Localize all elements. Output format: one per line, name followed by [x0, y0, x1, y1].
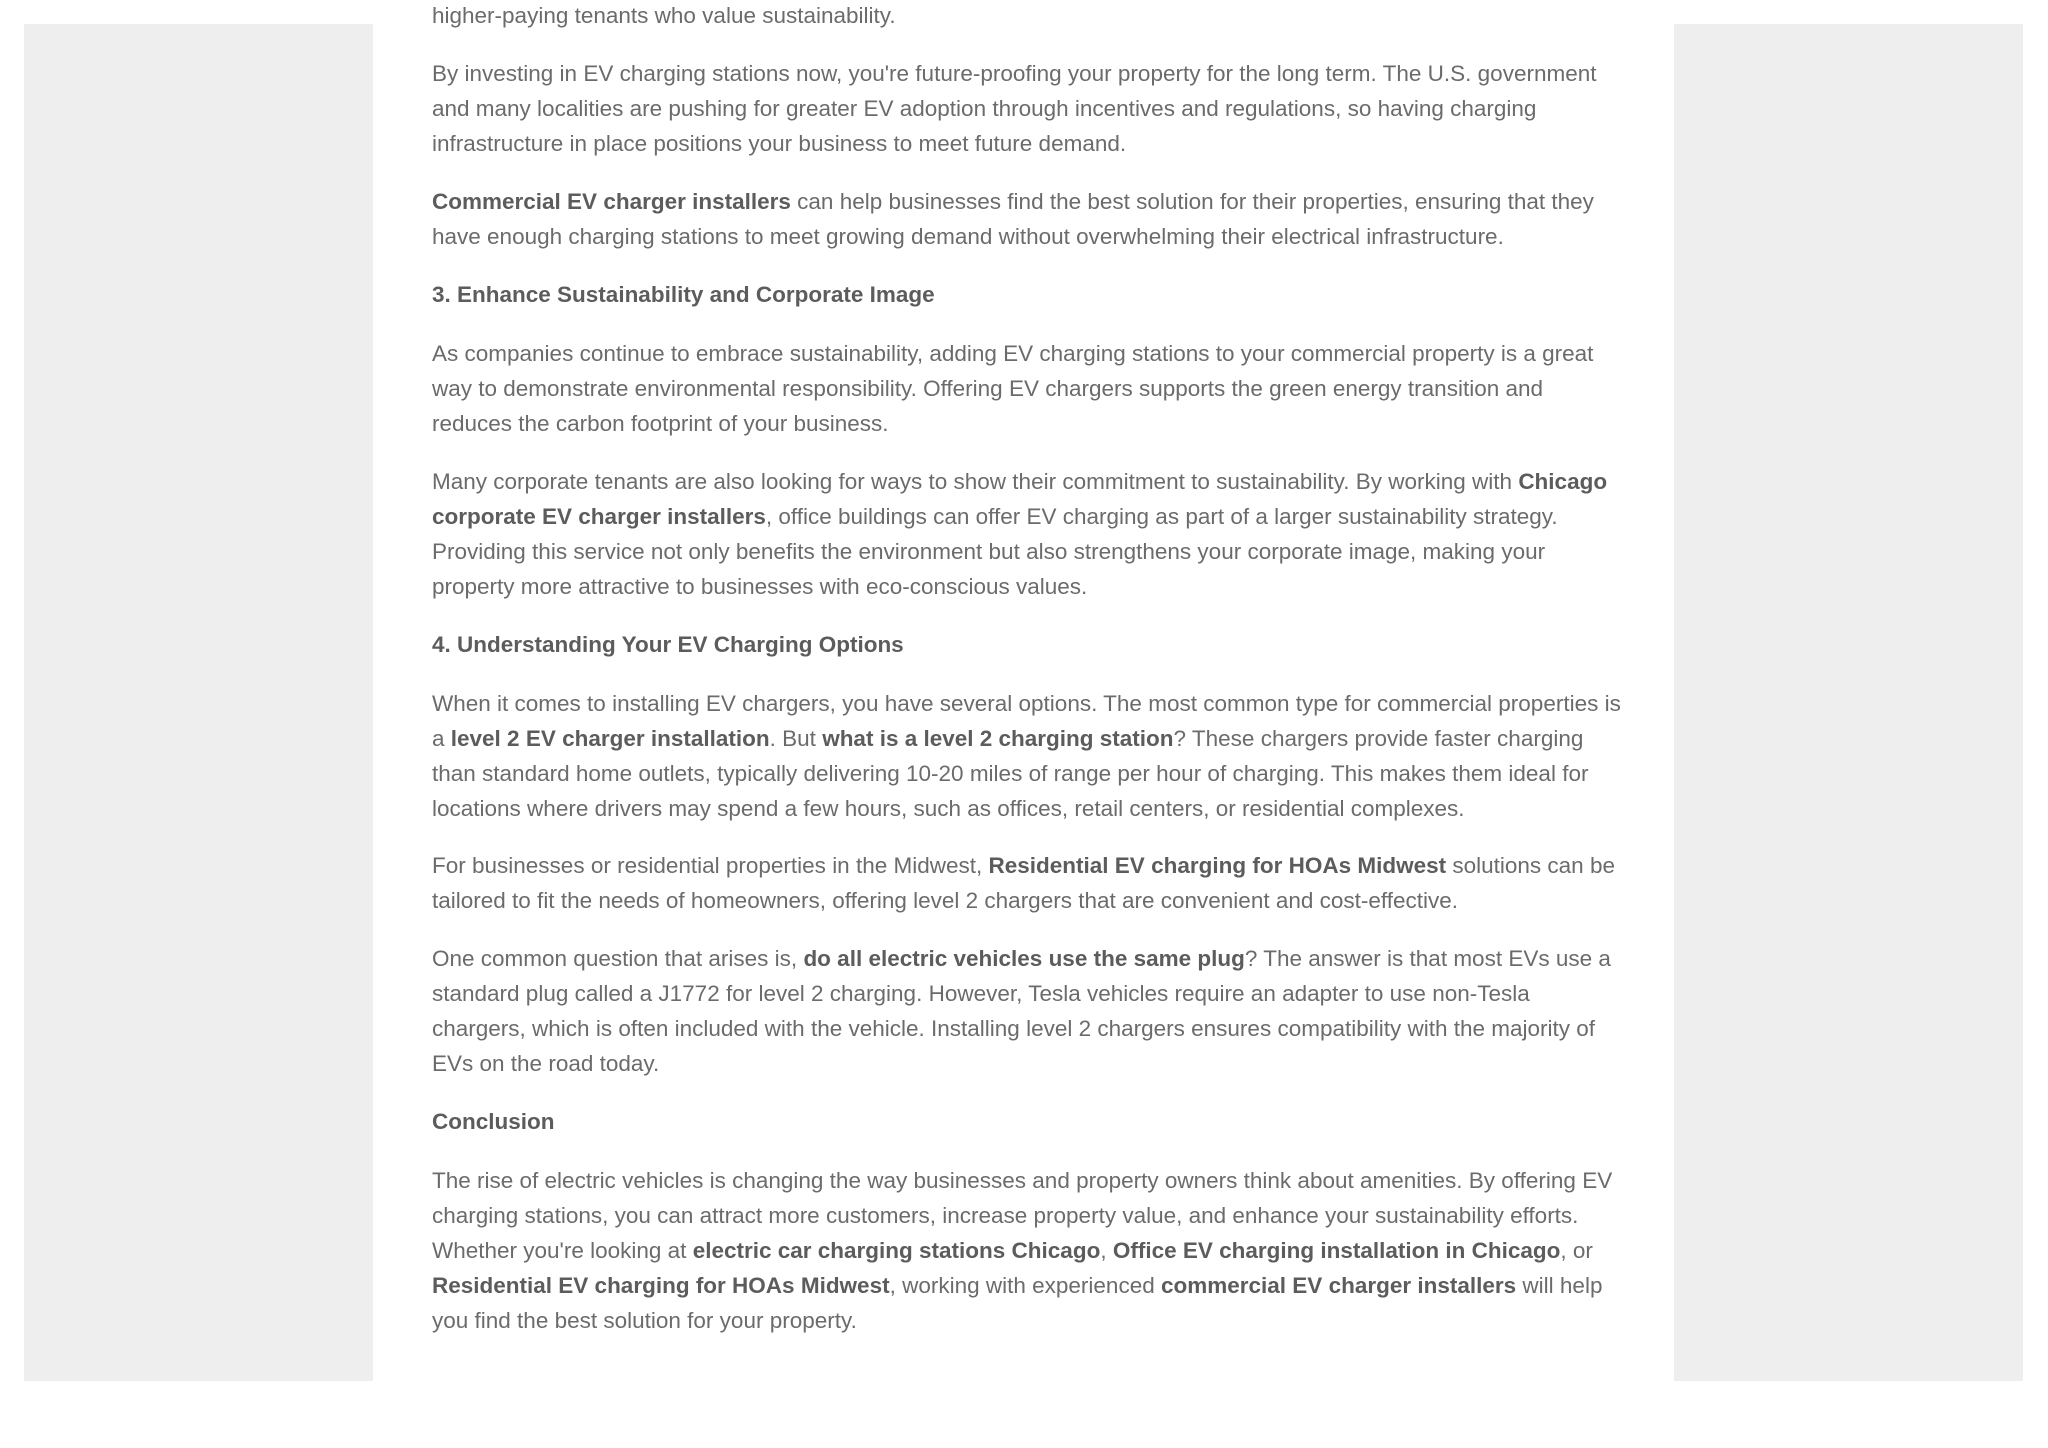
heading-section-4: 4. Understanding Your EV Charging Options — [432, 632, 904, 657]
paragraph-conclusion: The rise of electric vehicles is changing the way businesses and property owners think about amenities. By offering EV charging stations, you can attract more customers, increase property value, and enhance your sustainability efforts. Whether you're looking at electric car charging stations Chicago, Office EV charging installation in Chicago, or Residential EV charging for HOAs Midwest, working with experienced commercial EV charger installers will help you find the best solution for your property. — [432, 1168, 1613, 1333]
document-viewer[interactable] — [24, 3, 2023, 1381]
paragraph-future-proof: By investing in EV charging stations now, you're future-proofing your property for the long term. The U.S. government and many localities are pushing for greater EV adoption through incentives and regulations, so having charging infrastructure in place positions your business to meet future demand. — [432, 61, 1597, 156]
keyword-chicago-corporate: Chicago corporate EV charger installers — [432, 469, 1608, 529]
keyword-level2-station: what is a level 2 charging station — [822, 726, 1174, 751]
keyword-level2-installation: level 2 EV charger installation — [450, 726, 770, 751]
paragraph-intro-tail: higher-paying tenants who value sustainability. — [432, 3, 896, 28]
heading-section-3: 3. Enhance Sustainability and Corporate Image — [432, 282, 935, 307]
keyword-hoa-midwest: Residential EV charging for HOAs Midwest — [988, 853, 1447, 878]
paragraph-corporate: Many corporate tenants are also looking for ways to show their commitment to sustainability. By working with Chicago corporate EV charger installers, office buildings can offer EV charging as part of a larger sustainability strategy. Providing this service not only benefits the environment but also strengthens your corporate image, making your property more attractive to businesses with eco-conscious values. — [432, 469, 1608, 599]
paragraph-sustainability: As companies continue to embrace sustainability, adding EV charging stations to your commercial property is a great way to demonstrate environmental responsibility. Offering EV chargers supports the green energy transition and reduces the carbon footprint of your business. — [432, 341, 1594, 436]
keyword-hoa-midwest-2: Residential EV charging for HOAs Midwest — [432, 1273, 890, 1298]
paragraph-plug: One common question that arises is, do all electric vehicles use the same plug? The answer is that most EVs use a standard plug called a J1772 for level 2 charging. However, Tesla vehicles require an adapter to use non-Tesla chargers, which is often included with the vehicle. Installing level 2 chargers ensures compatibility with the majority of EVs on the road today. — [432, 946, 1611, 1076]
keyword-office-installation: Office EV charging installation in Chicago — [1112, 1238, 1561, 1263]
keyword-same-plug: do all electric vehicles use the same plug — [803, 946, 1245, 971]
document-body — [432, 0, 1627, 1361]
heading-conclusion: Conclusion — [432, 1109, 555, 1134]
keyword-commercial-installers-2: commercial EV charger installers — [1160, 1273, 1517, 1298]
keyword-chicago-stations: electric car charging stations Chicago — [692, 1238, 1101, 1263]
paragraph-installers: Commercial EV charger installers can help businesses find the best solution for their properties, ensuring that they have enough charging stations to meet growing demand without overwhelming their electrical infrastructure. — [432, 189, 1594, 249]
document-page — [373, 3, 1674, 1381]
paragraph-midwest: For businesses or residential properties in the Midwest, Residential EV charging for HOAs Midwest solutions can be tailored to fit the needs of homeowners, offering level 2 chargers that are convenient and cost-effective. — [432, 853, 1615, 913]
keyword-commercial-installers: Commercial EV charger installers — [432, 189, 791, 214]
paragraph-options: When it comes to installing EV chargers, you have several options. The most common type for commercial properties is a level 2 EV charger installation. But what is a level 2 charging station? These chargers provide faster charging than standard home outlets, typically delivering 10-20 miles of range per hour of charging. This makes them ideal for locations where drivers may spend a few hours, such as offices, retail centers, or residential complexes. — [432, 691, 1621, 821]
